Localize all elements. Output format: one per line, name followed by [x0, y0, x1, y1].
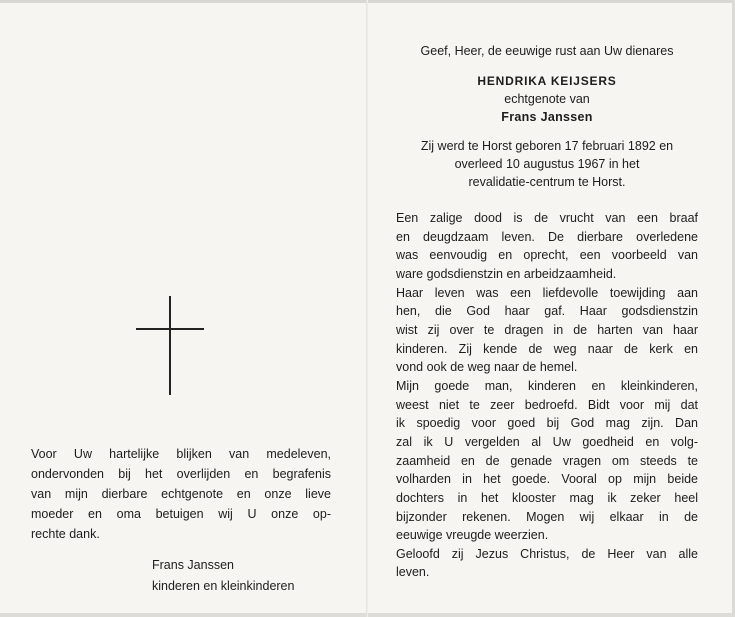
eulogy-text: [396, 209, 698, 582]
signature-family: kinderen en kleinkinderen: [152, 579, 295, 593]
right-panel: [396, 43, 698, 582]
signature-name: Frans Janssen: [152, 558, 234, 572]
thanks-line: van mijn dierbare echtgenote en onze lieve: [31, 487, 331, 501]
eulogy-line: volharden in het goede. Vooral op mijn beide: [396, 472, 698, 487]
thanks-line: moeder en oma betuigen wij U onze op-: [31, 507, 331, 521]
spouse-name: Frans Janssen: [501, 110, 593, 124]
eulogy-line: weest niet te zeer bedroefd. Bidt voor mij dat: [396, 397, 698, 412]
cross-icon: [136, 296, 204, 395]
bio-line: overleed 10 augustus 1967 in het: [454, 157, 640, 171]
cross-horizontal-bar: [136, 328, 204, 330]
eulogy-line: bijzonder rekenen. Mogen wij elkaar in de: [396, 509, 698, 524]
thanks-paragraph: [31, 444, 331, 544]
cross-vertical-bar: [169, 296, 171, 395]
eulogy-line: zaamheid en de genade vragen om steeds te: [396, 453, 698, 468]
eulogy-line: Een zalige dood is de vrucht van een braaf: [396, 211, 698, 225]
eulogy-line: wist zij over te dragen in de harten van haar: [396, 322, 698, 337]
eulogy-line: hen, die God haar gaf. Haar godsdienstzin: [396, 304, 698, 319]
eulogy-line: Mijn goede man, kinderen en kleinkinderen,: [396, 378, 698, 393]
deceased-name: HENDRIKA KEIJSERS: [477, 74, 617, 88]
eulogy-line: vond ook de weg naar de hemel.: [396, 360, 578, 375]
eulogy-line: ware godsdienstzin en arbeidzaamheid.: [396, 266, 617, 281]
thanks-line: Voor Uw hartelijke blijken van medeleven,: [31, 447, 331, 461]
eulogy-line: leven.: [396, 565, 430, 580]
eulogy-line: Haar leven was een liefdevolle toewijding aan: [396, 285, 698, 300]
bio-line: revalidatie-centrum te Horst.: [468, 175, 626, 189]
eulogy-line: Geloofd zij Jezus Christus, de Heer van alle: [396, 546, 698, 561]
thanks-line: rechte dank.: [31, 527, 100, 541]
biography: [396, 137, 698, 191]
spouse-label: echtgenote van: [504, 92, 590, 106]
card-fold-line: [366, 0, 368, 617]
eulogy-line: en deugdzaam leven. De dierbare overledene: [396, 229, 698, 244]
eulogy-line: dochters in het klooster mag ik zeker heel: [396, 490, 698, 505]
eulogy-line: eeuwige vreugde weerzien.: [396, 528, 549, 543]
prayer-line: Geef, Heer, de eeuwige rust aan Uw dienares: [420, 44, 674, 58]
eulogy-line: ik spoedig voor goed bij God mag zijn. Dan: [396, 416, 698, 431]
thanks-line: ondervonden bij het overlijden en begrafenis: [31, 467, 331, 481]
eulogy-line: zal ik U vergelden al Uw goedheid en volg-: [396, 434, 698, 449]
signature-block: [152, 555, 294, 597]
eulogy-line: kinderen. Zij kende de weg naar de kerk en: [396, 341, 698, 356]
eulogy-line: was eenvoudig en oprecht, een voorbeeld van: [396, 248, 698, 263]
bio-line: Zij werd te Horst geboren 17 februari 1892 en: [420, 139, 674, 153]
